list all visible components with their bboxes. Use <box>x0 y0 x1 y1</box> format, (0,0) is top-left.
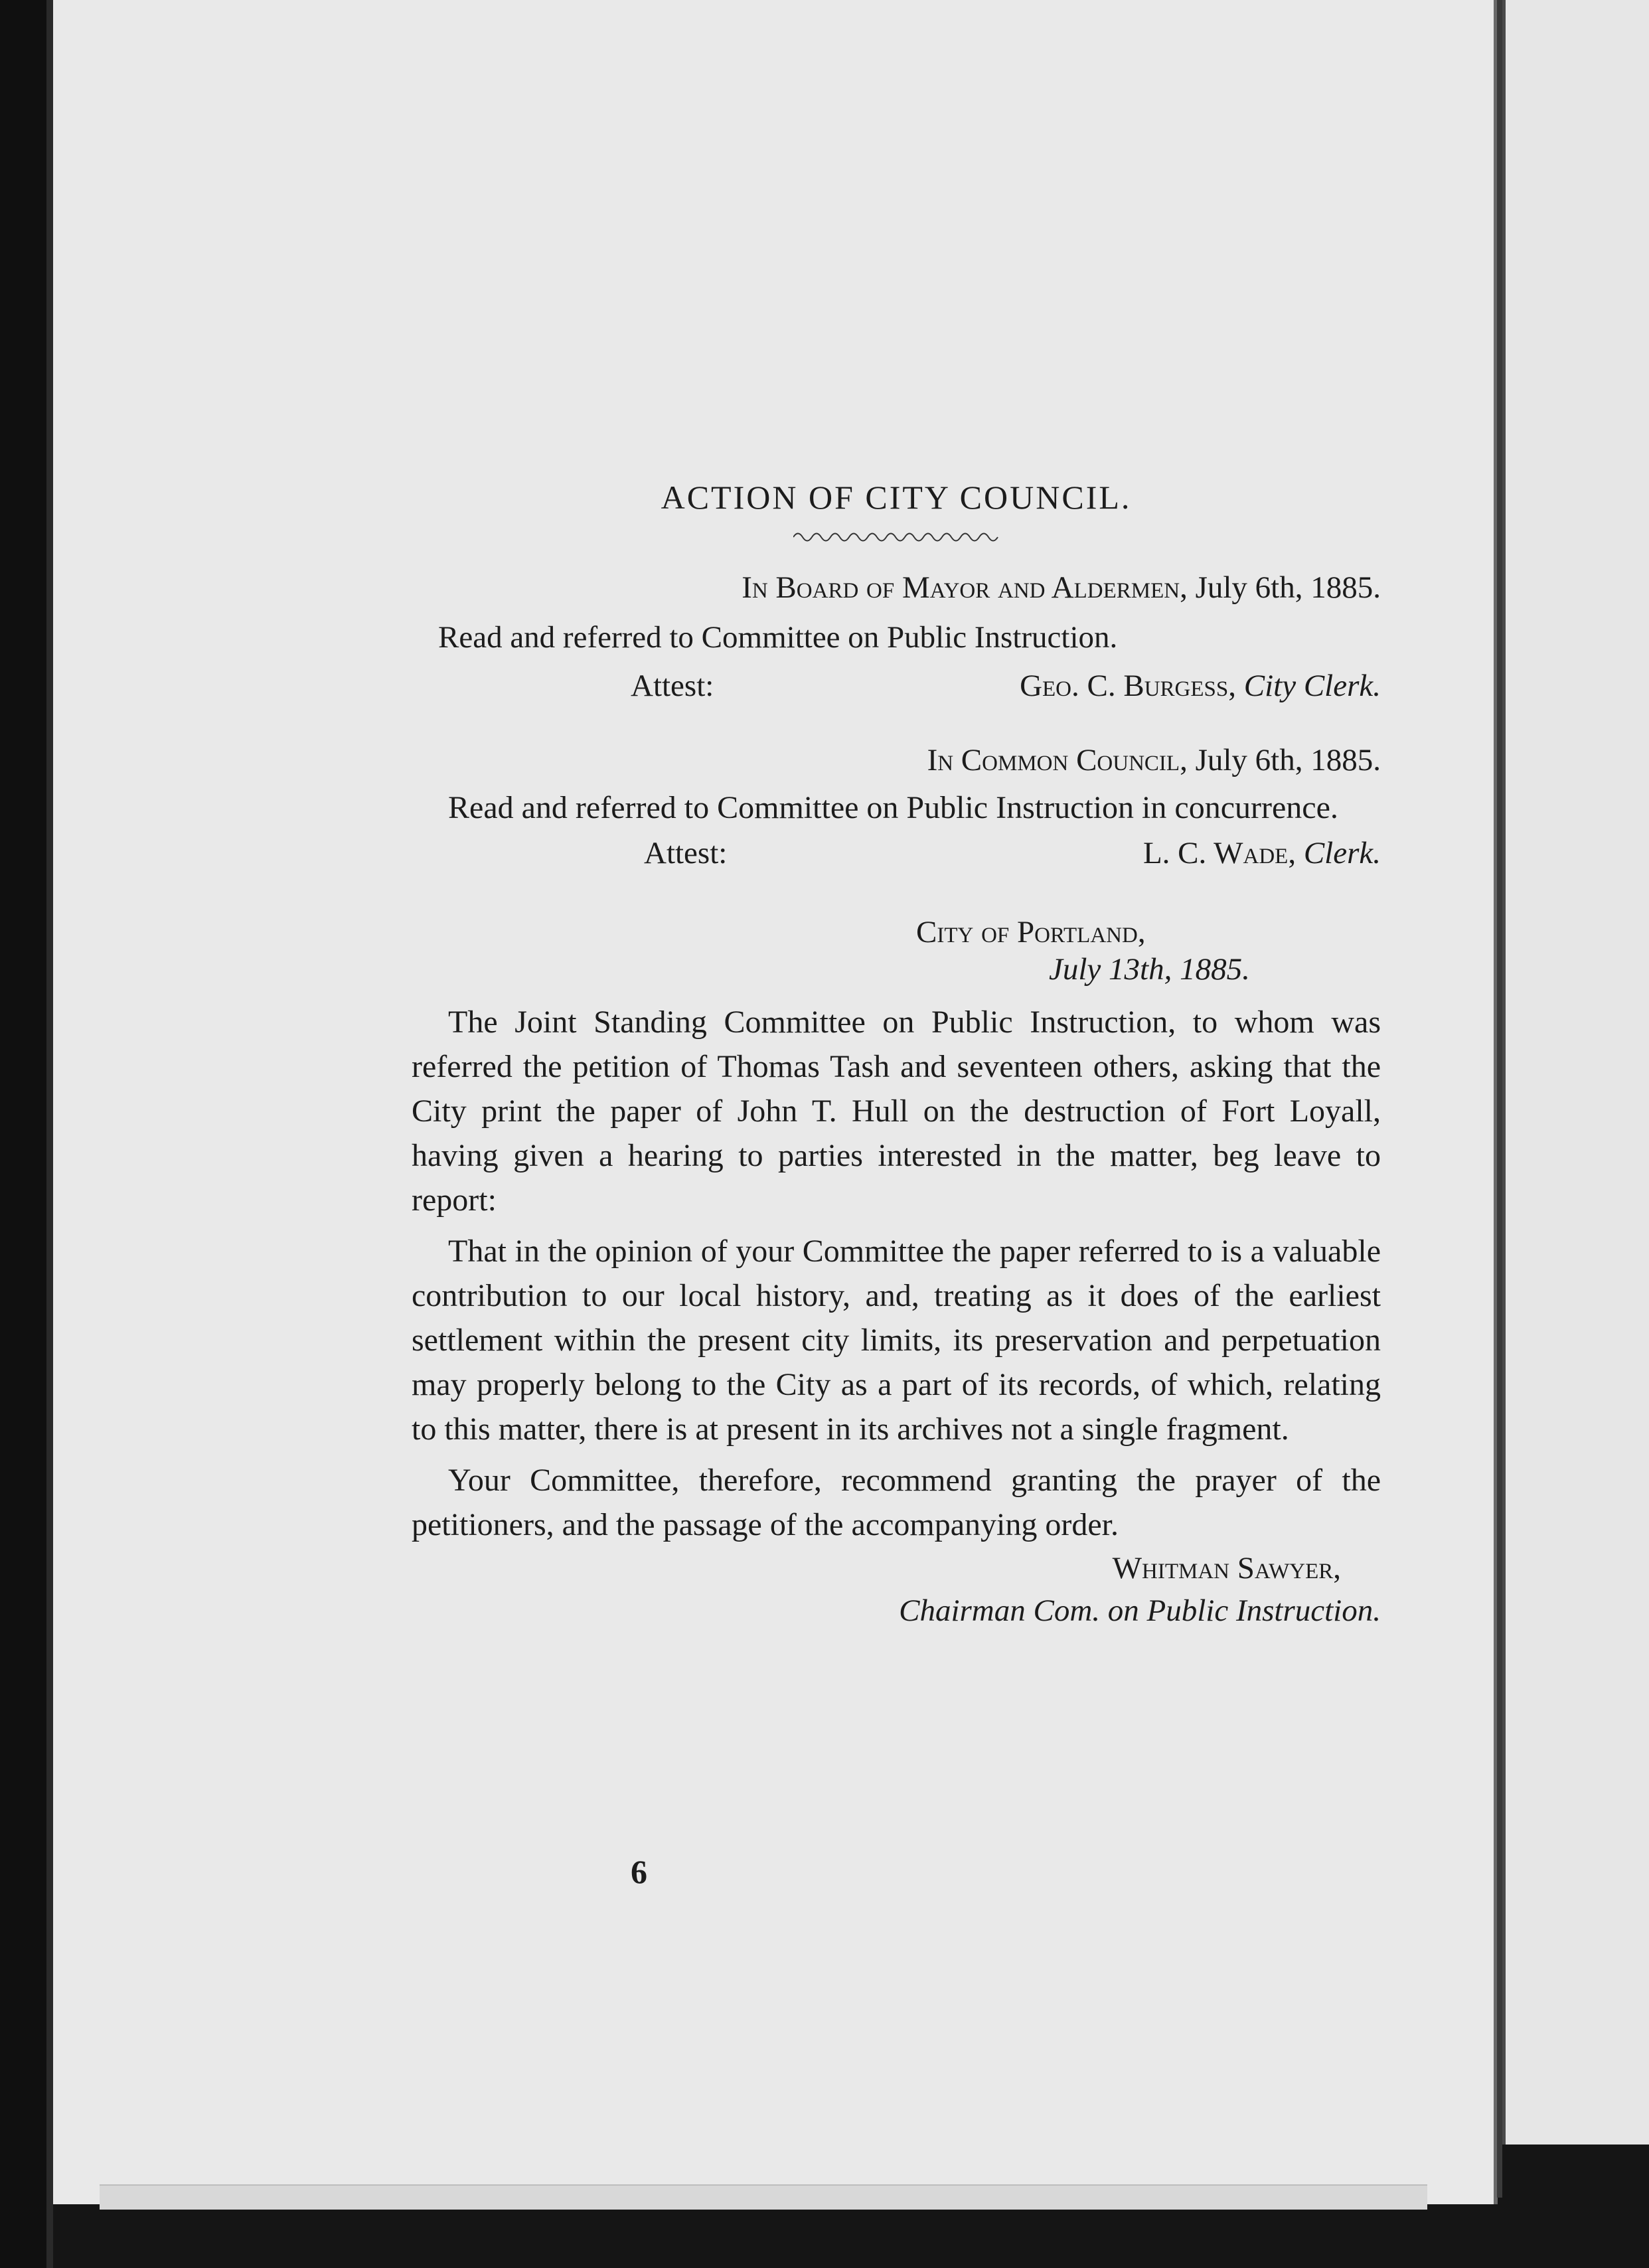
page-bottom-edge <box>100 2184 1427 2210</box>
council-signer-title: Clerk. <box>1303 836 1381 870</box>
report-section <box>412 914 1381 1632</box>
report-paragraph: The Joint Standing Committee on Public Instruction, to whom was referred the petition of Thomas Tash and seventeen others, asking that the City print the paper of John T. Hull on the destruction of Fort Loyall, having given a hearing to parties interested in the matter, beg leave to report: <box>412 1005 1381 1218</box>
report-paragraph: Your Committee, therefore, recommend granting the prayer of the petitioners, and the passage of the accompanying order. <box>412 1463 1381 1542</box>
page-title: ACTION OF CITY COUNCIL. <box>661 479 1132 516</box>
report-paragraph: That in the opinion of your Committee the paper referred to is a valuable contribution to our local history, and, treating as it does of the earliest settlement within the present city limits, its preservation and perpetuation may properly belong to the City as a part of its records, of which, relating to this matter, there is at present in its archives not a single fragment. <box>412 1234 1381 1447</box>
council-section <box>412 736 1381 876</box>
council-heading-line <box>412 736 1381 785</box>
council-date: July 6th, 1885. <box>1195 743 1381 777</box>
adjacent-page-edge <box>1502 0 1649 2145</box>
board-signer-title: City Clerk. <box>1243 669 1381 703</box>
board-action: Read and referred to Committee on Public Instruction. <box>438 620 1118 655</box>
document-body <box>412 458 1381 1632</box>
left-page-edge <box>0 0 53 2268</box>
council-action: Read and referred to Committee on Public Instruction in concurrence. <box>448 790 1338 825</box>
board-date: July 6th, 1885. <box>1195 570 1381 605</box>
board-signer: Geo. C. Burgess, <box>1020 669 1236 703</box>
report-date: July 13th, 1885. <box>1049 952 1250 987</box>
report-place: City of Portland, <box>916 915 1146 949</box>
report-signer-title: Chairman Com. on Public Instruction. <box>899 1593 1381 1628</box>
page-fold <box>1497 0 1502 2198</box>
council-heading: In Common Council, <box>927 743 1188 777</box>
board-heading: In Board of Mayor and Aldermen, <box>742 570 1188 605</box>
council-attest-label: Attest: <box>644 836 728 870</box>
decorative-wavy-rule <box>793 528 999 546</box>
council-signer: L. C. Wade, <box>1142 836 1296 870</box>
council-attest-row <box>412 830 1381 876</box>
board-attest-label: Attest: <box>631 669 714 703</box>
board-section <box>412 563 1381 709</box>
board-attest-row <box>412 663 1381 709</box>
report-signer: Whitman Sawyer, <box>1112 1551 1341 1585</box>
board-heading-line <box>412 563 1381 613</box>
page-number: 6 <box>631 1853 647 1890</box>
